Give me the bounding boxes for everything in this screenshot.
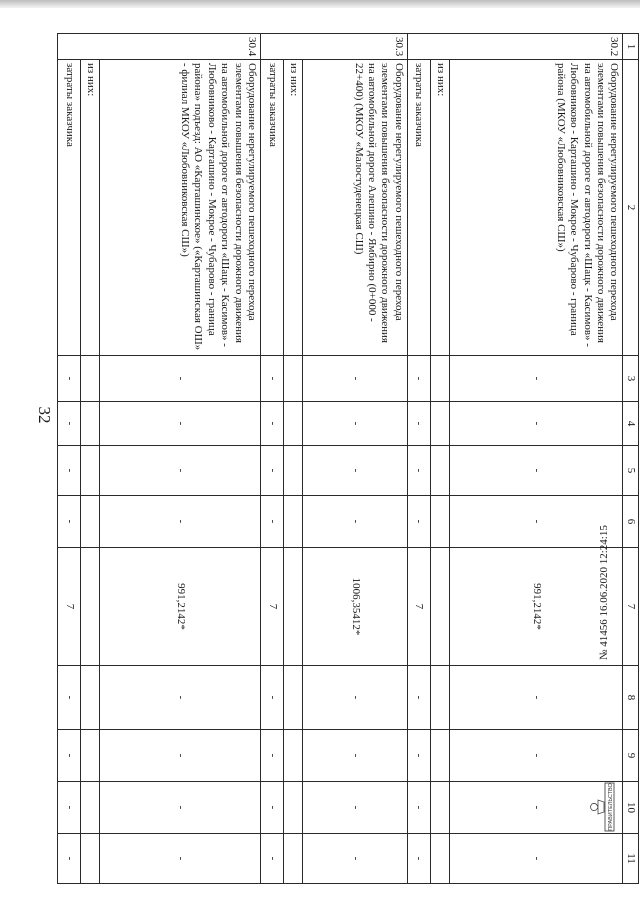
cell-col9: - [407, 730, 430, 782]
cell-col5: - [100, 446, 261, 496]
page-number: 32 [35, 406, 54, 424]
cell-col11: - [100, 834, 261, 884]
cell-col6: - [449, 496, 622, 548]
cell-col3: - [261, 356, 284, 402]
cell-col8: - [58, 666, 81, 730]
table-row [100, 34, 261, 884]
cell-col6: - [100, 496, 261, 548]
header-cell-4: 4 [623, 402, 639, 446]
cell-col7-value: 7 [407, 548, 430, 666]
cell-col6: - [407, 496, 430, 548]
stamp-text: ПРАВИТЕЛЬСТВО [608, 783, 614, 831]
cell-col4: - [261, 402, 284, 446]
cell-col9: - [100, 730, 261, 782]
cell-col4: - [58, 402, 81, 446]
header-row [623, 34, 639, 884]
header-cell-5: 5 [623, 446, 639, 496]
row-cost-label: затраты заказчика [261, 60, 284, 356]
emblem-icon [591, 800, 605, 814]
cell-col7-value: 7 [261, 548, 284, 666]
cell-col3: - [100, 356, 261, 402]
row-subheader: из них: [81, 60, 100, 356]
cell-col3: - [303, 356, 407, 402]
cell-col10: - [100, 782, 261, 834]
table-row [261, 34, 284, 884]
cell-col10: - [407, 782, 430, 834]
table-row [430, 34, 449, 884]
header-cell-1: 1 [623, 34, 639, 60]
header-cell-11: 11 [623, 834, 639, 884]
table-row [303, 34, 407, 884]
rotated-table-container [57, 33, 639, 883]
header-cell-8: 8 [623, 666, 639, 730]
table-row [407, 34, 430, 884]
row-description: Оборудование нерегулируемого пешеходного перехода элементами повышения безопасности дорожного движения на автомобильной дороге Алешино - Ямбирно (0+000 - 22+400) (МКОУ «Малостуденецкая СШ) [303, 60, 407, 356]
cell-col9: - [58, 730, 81, 782]
cell-col11: - [303, 834, 407, 884]
table-row [58, 34, 81, 884]
cell-col8: - [100, 666, 261, 730]
row-subheader: из них: [430, 60, 449, 356]
row-cost-label: затраты заказчика [407, 60, 430, 356]
cell-col6: - [261, 496, 284, 548]
header-cell-7: 7 [623, 548, 639, 666]
cell-col7-value: 991,2142* [449, 548, 622, 666]
cell-col3: - [407, 356, 430, 402]
cell-col3: - [58, 356, 81, 402]
cell-col8: - [449, 666, 622, 730]
cell-col10: - [58, 782, 81, 834]
cell-col5: - [303, 446, 407, 496]
doc-number: № 41456 [598, 619, 610, 660]
cell-col9: - [303, 730, 407, 782]
cell-col5: - [407, 446, 430, 496]
cell-col11: - [449, 834, 622, 884]
cell-col6: - [58, 496, 81, 548]
cell-col9: - [449, 730, 622, 782]
header-cell-9: 9 [623, 730, 639, 782]
cell-col8: - [303, 666, 407, 730]
cell-col11: - [407, 834, 430, 884]
row-number: 30.2 [407, 34, 623, 60]
cell-col10: - [261, 782, 284, 834]
cell-col4: - [407, 402, 430, 446]
cell-col4: - [303, 402, 407, 446]
doc-datetime: 16.06.2020 12:24:15 [598, 525, 610, 617]
row-number: 30.4 [58, 34, 261, 60]
cell-col4: - [449, 402, 622, 446]
cell-col7-value: 1006,35412* [303, 548, 407, 666]
header-cell-10: 10 [623, 782, 639, 834]
emblem-stamp [590, 782, 616, 832]
cell-col5: - [449, 446, 622, 496]
row-cost-label: затраты заказчика [58, 60, 81, 356]
budget-table [57, 33, 639, 884]
cell-col11: - [58, 834, 81, 884]
cell-col9: - [261, 730, 284, 782]
cell-col5: - [58, 446, 81, 496]
cell-col4: - [100, 402, 261, 446]
header-cell-3: 3 [623, 356, 639, 402]
cell-col7-value: 7 [58, 548, 81, 666]
cell-col8: - [261, 666, 284, 730]
header-cell-6: 6 [623, 496, 639, 548]
table-row [81, 34, 100, 884]
row-subheader: из них: [284, 60, 303, 356]
row-description: Оборудование нерегулируемого пешеходного перехода элементами повышения безопасности дорожного движения на автомобильной дороге от автодороги «Шацк - Касимов» - Любовниково - Карташино - Мокрое - Чубарово - граница района (МКОУ «Любовниковская СШ») [449, 60, 622, 356]
row-description: Оборудование нерегулируемого пешеходного перехода элементами повышения безопасности дорожного движения на автомобильной дороге от автодороги «Шацк - Касимов» - Любовниково - Карташино - Мокрое - Чубарово - граница района» подъезд: АО «Карташинское» («Карташинская ОШ» - филиал МКОУ «Любовниковская СШ») [100, 60, 261, 356]
document-footer [596, 442, 612, 660]
cell-col5: - [261, 446, 284, 496]
cell-col11: - [261, 834, 284, 884]
scan-top-edge [0, 0, 640, 8]
cell-col10: - [449, 782, 622, 834]
table-row [284, 34, 303, 884]
cell-col3: - [449, 356, 622, 402]
cell-col10: - [303, 782, 407, 834]
cell-col6: - [303, 496, 407, 548]
header-cell-2: 2 [623, 60, 639, 356]
row-number: 30.3 [261, 34, 408, 60]
cell-col8: - [407, 666, 430, 730]
cell-col7-value: 991,2142* [100, 548, 261, 666]
